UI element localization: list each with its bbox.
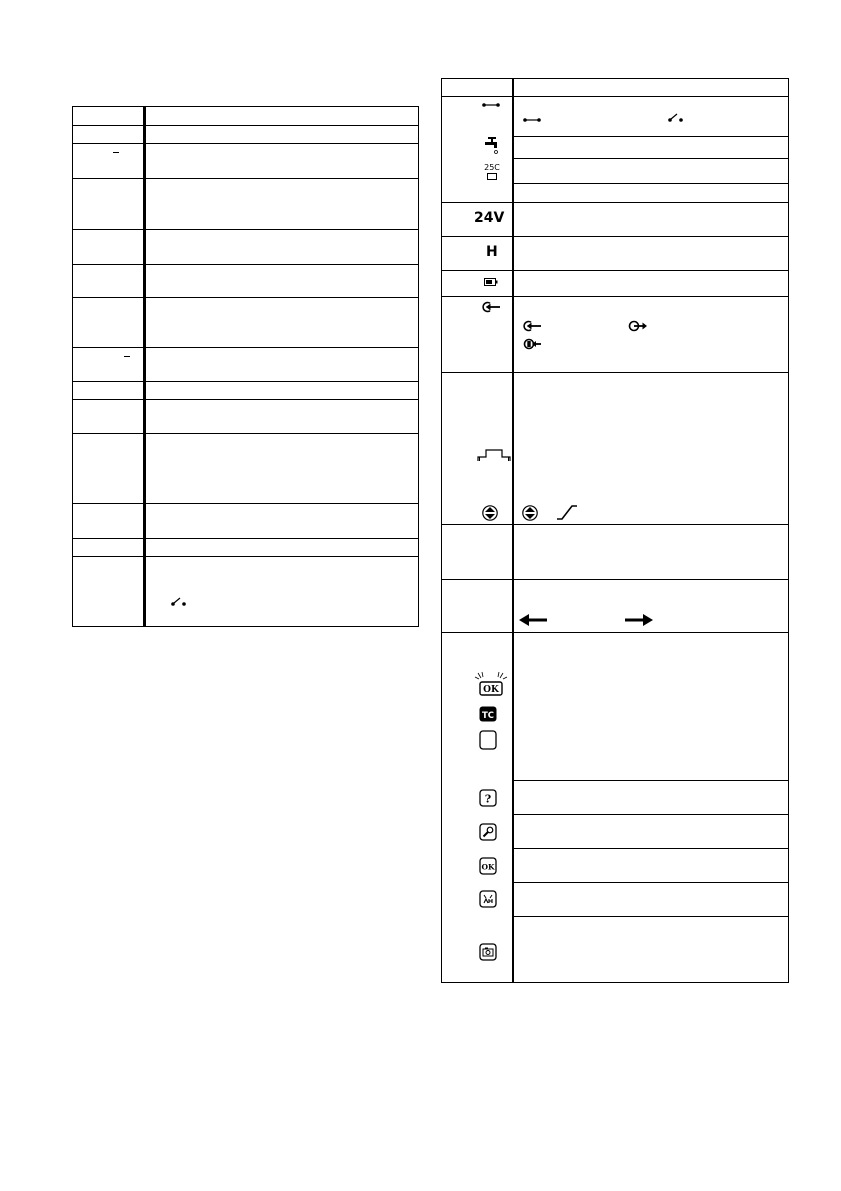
row-divider bbox=[514, 916, 788, 917]
row-divider bbox=[442, 524, 788, 525]
row-divider bbox=[442, 579, 788, 580]
row-divider bbox=[442, 296, 788, 297]
row-divider bbox=[442, 236, 788, 237]
temperature-label: 25C bbox=[484, 163, 500, 172]
row-divider bbox=[73, 399, 418, 400]
row-divider bbox=[73, 556, 418, 557]
svg-text:?: ? bbox=[484, 792, 492, 806]
voltage-label: 24V bbox=[474, 210, 505, 226]
row-divider bbox=[73, 178, 418, 179]
battery-icon bbox=[484, 278, 498, 286]
row-divider bbox=[514, 882, 788, 883]
row-divider bbox=[73, 143, 418, 144]
arrow-right-icon bbox=[624, 613, 654, 627]
contact-closed-icon bbox=[668, 112, 684, 122]
row-divider bbox=[442, 202, 788, 203]
left-table bbox=[72, 106, 419, 627]
service-icon bbox=[479, 823, 497, 841]
temperature-icon bbox=[482, 164, 502, 182]
bar-mark-icon bbox=[124, 356, 130, 357]
row-divider bbox=[442, 270, 788, 271]
toggle-on-icon bbox=[171, 596, 187, 606]
ok-icon bbox=[479, 857, 497, 875]
help-icon bbox=[479, 789, 497, 807]
right-table bbox=[441, 78, 789, 983]
row-divider bbox=[73, 347, 418, 348]
row-divider bbox=[514, 848, 788, 849]
row-divider bbox=[73, 381, 418, 382]
ramp-icon bbox=[556, 504, 578, 520]
bar-mark-icon bbox=[113, 152, 119, 153]
blank-key-icon bbox=[479, 730, 497, 750]
ok-blink-icon bbox=[473, 671, 509, 697]
svg-text:TC: TC bbox=[481, 711, 495, 721]
row-divider bbox=[73, 433, 418, 434]
output-arrow-icon bbox=[628, 320, 648, 332]
h-mode-label: H bbox=[486, 244, 498, 260]
up-down-icon bbox=[521, 505, 539, 521]
settings-icon bbox=[479, 890, 497, 908]
row-divider bbox=[514, 158, 788, 159]
arrow-left-icon bbox=[518, 613, 548, 627]
row-divider bbox=[514, 136, 788, 137]
row-divider bbox=[442, 96, 788, 97]
row-divider bbox=[514, 780, 788, 781]
row-divider bbox=[442, 632, 788, 633]
row-divider bbox=[73, 264, 418, 265]
row-divider bbox=[73, 125, 418, 126]
row-divider bbox=[514, 183, 788, 184]
up-down-icon bbox=[481, 505, 499, 521]
pulse-icon bbox=[477, 448, 511, 462]
row-divider bbox=[73, 503, 418, 504]
input-arrow-alt-icon bbox=[523, 338, 543, 350]
column-divider bbox=[512, 79, 514, 982]
camera-icon bbox=[479, 943, 497, 961]
row-divider bbox=[514, 814, 788, 815]
input-arrow-icon bbox=[482, 301, 502, 313]
input-arrow-icon bbox=[523, 320, 543, 332]
column-divider bbox=[143, 107, 146, 626]
tc-icon bbox=[479, 706, 497, 722]
row-divider bbox=[73, 538, 418, 539]
contact-open-icon bbox=[482, 102, 500, 108]
row-divider bbox=[73, 229, 418, 230]
row-divider bbox=[73, 297, 418, 298]
svg-text:OK: OK bbox=[483, 685, 499, 695]
water-tap-icon bbox=[484, 136, 500, 154]
contact-open-icon bbox=[523, 117, 541, 123]
svg-text:OK: OK bbox=[481, 862, 495, 872]
row-divider bbox=[442, 372, 788, 373]
